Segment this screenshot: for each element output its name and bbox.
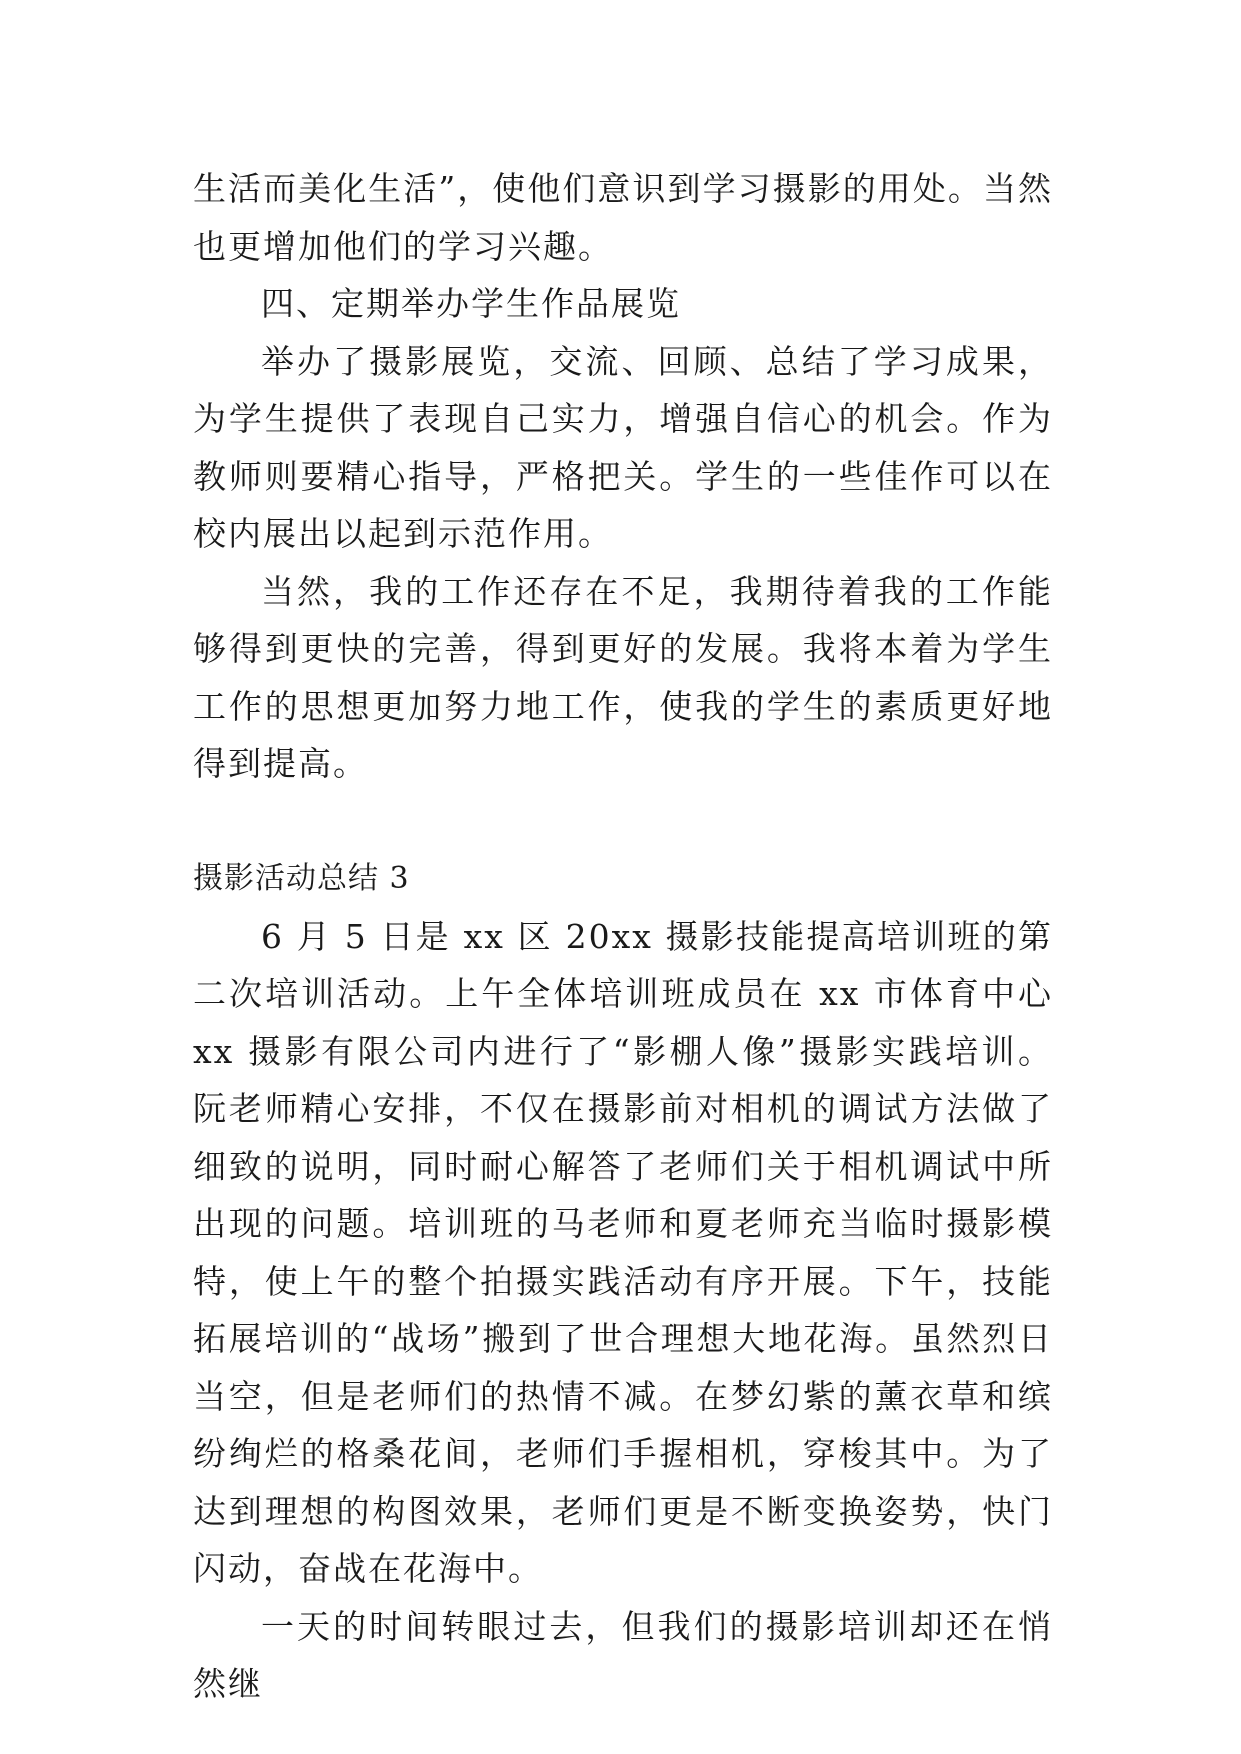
paragraph-conclusion: 当然，我的工作还存在不足，我期待着我的工作能够得到更快的完善，得到更好的发展。我将本着为学生工作的思想更加努力地工作，使我的学生的素质更好地得到提高。 <box>193 571 1053 783</box>
document-body <box>193 160 1053 1713</box>
section-spacer <box>193 793 1053 851</box>
paragraph-closing: 一天的时间转眼过去，但我们的摄影培训却还在悄然继 <box>193 1606 1053 1703</box>
paragraph-exhibition: 举办了摄影展览，交流、回顾、总结了学习成果，为学生提供了表现自己实力，增强自信心的机会。作为教师则要精心指导，严格把关。学生的一些佳作可以在校内展出以起到示范作用。 <box>193 341 1053 553</box>
paragraph-training: 6 月 5 日是 xx 区 20xx 摄影技能提高培训班的第二次培训活动。上午全体培训班成员在 xx 市体育中心 xx 摄影有限公司内进行了“影棚人像”摄影实践培训。阮老师精心安排，不仅在摄影前对相机的调试方法做了细致的说明，同时耐心解答了老师们关于相机调试中所出现的问题。培训班的马老师和夏老师充当临时摄影模特，使上午的整个拍摄实践活动有序开展。下午，技能拓展培训的“战场”搬到了世合理想大地花海。虽然烈日当空，但是老师们的热情不减。在梦幻紫的薰衣草和缤纷绚烂的格桑花间，老师们手握相机，穿梭其中。为了达到理想的构图效果，老师们更是不断变换姿势，快门闪动，奋战在花海中。 <box>193 916 1053 1588</box>
paragraph-continued: 生活而美化生活”，使他们意识到学习摄影的用处。当然也更增加他们的学习兴趣。 <box>193 169 1053 266</box>
subheading-exhibition: 四、定期举办学生作品展览 <box>261 284 681 323</box>
section-title: 摄影活动总结 3 <box>193 861 410 896</box>
